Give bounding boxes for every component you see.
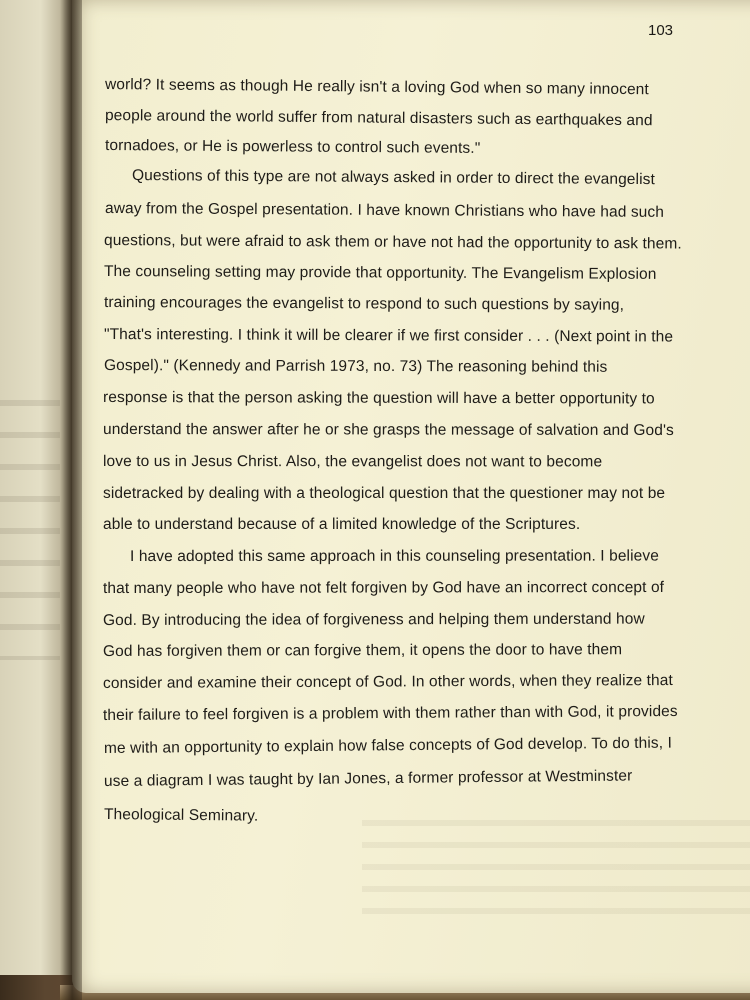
book-gutter: [60, 0, 82, 1000]
text-line-4: Questions of this type are not always asked in order to direct the evangelist: [131, 167, 655, 189]
text-line-3: tornadoes, or He is powerless to control such events.": [104, 137, 481, 157]
left-page-bleed-through: [0, 400, 60, 660]
page-number: 103: [648, 22, 674, 39]
text-line-11: response is that the person asking the question will have a better opportunity to: [102, 389, 655, 408]
text-line-2: people around the world suffer from natural disasters such as earthquakes and: [104, 107, 653, 130]
text-line-14: sidetracked by dealing with a theological question that the questioner may not be: [103, 485, 666, 502]
text-line-12: understand the answer after he or she grasps the message of salvation and God's: [102, 421, 674, 439]
text-line-20: consider and examine their concept of God. In other words, when they realize that: [102, 672, 673, 692]
text-line-6: questions, but were afraid to ask them or have not had the opportunity to ask them.: [103, 232, 682, 253]
bleed-through-text: [362, 820, 750, 920]
text-line-24: Theological Seminary.: [103, 806, 259, 825]
text-line-15: able to understand because of a limited knowledge of the Scriptures.: [103, 516, 581, 533]
text-line-13: love to us in Jesus Christ. Also, the evangelist does not want to become: [102, 453, 603, 471]
text-line-21: their failure to feel forgiven is a problem with them rather than with God, it provides: [102, 702, 678, 724]
text-line-22: me with an opportunity to explain how false concepts of God develop. To do this, I: [103, 734, 673, 757]
text-line-10: Gospel)." (Kennedy and Parrish 1973, no. 73) The reasoning behind this: [103, 357, 608, 376]
text-line-19: God has forgiven them or can forgive them, it opens the door to have them: [102, 641, 623, 660]
text-line-9: "That's interesting. I think it will be clearer if we first consider . . . (Next point in the: [103, 326, 674, 346]
text-line-1: world? It seems as though He really isn't a loving God when so many innocent: [104, 76, 649, 99]
text-line-17: that many people who have not felt forgiven by God have an incorrect concept of: [102, 579, 665, 597]
text-line-16: I have adopted this same approach in this counseling presentation. I believe: [129, 547, 659, 565]
text-line-23: use a diagram I was taught by Ian Jones, a former professor at Westminster: [103, 767, 633, 790]
text-line-7: The counseling setting may provide that opportunity. The Evangelism Explosion: [103, 263, 657, 283]
text-line-8: training encourages the evangelist to respond to such questions by saying,: [103, 294, 625, 314]
text-line-5: away from the Gospel presentation. I have known Christians who have had such: [104, 200, 665, 221]
text-line-18: God. By introducing the idea of forgiveness and helping them understand how: [102, 610, 645, 629]
